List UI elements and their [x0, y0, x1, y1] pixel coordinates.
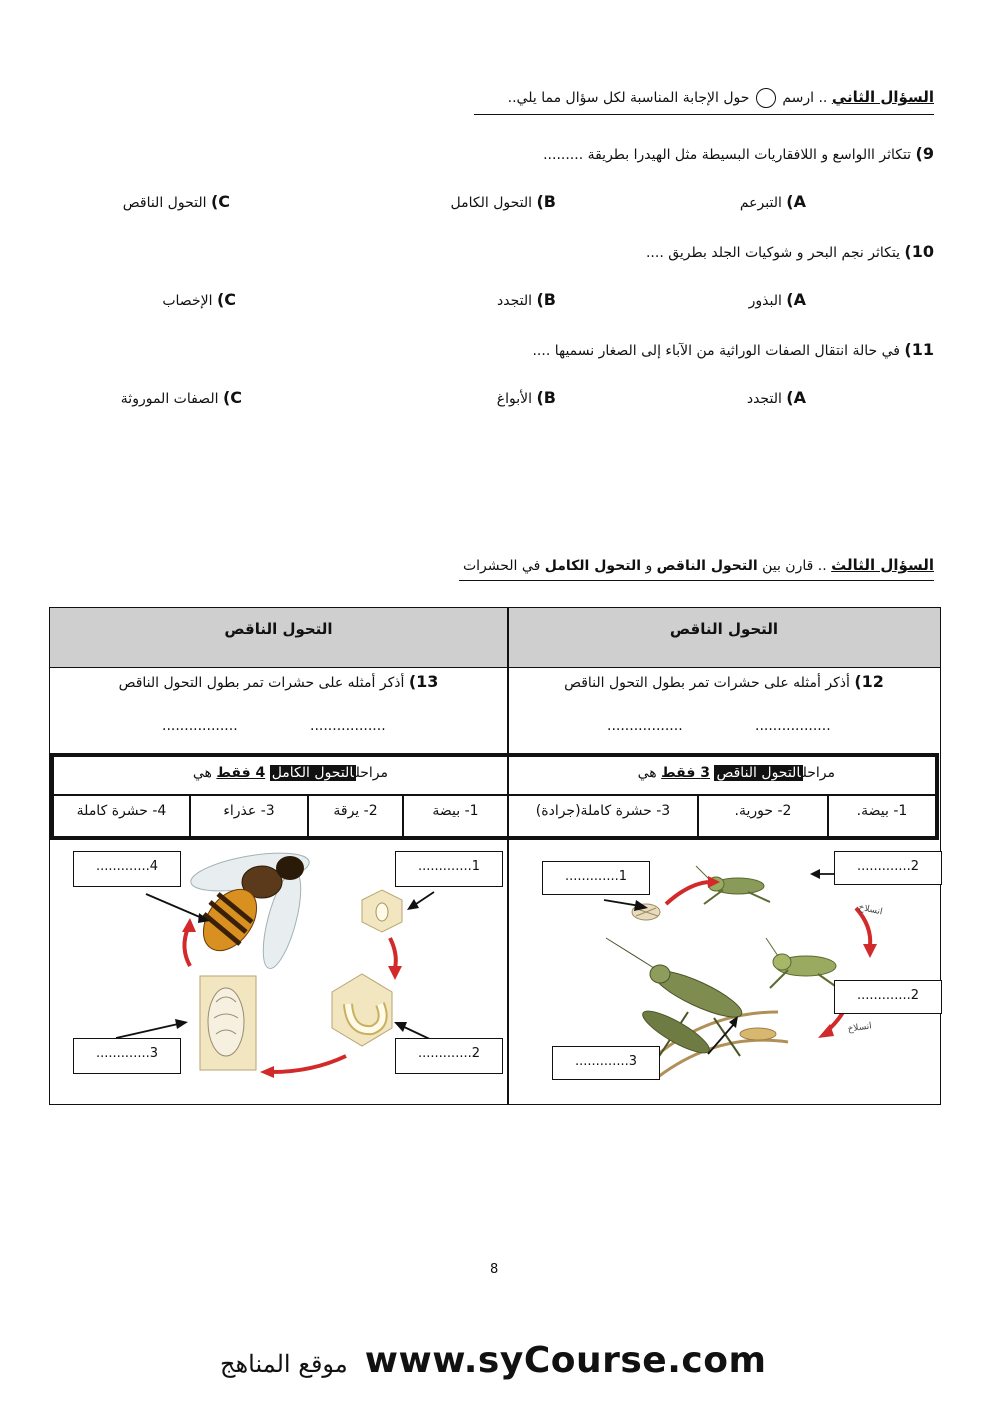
- option-text: الإخصاب: [162, 293, 213, 309]
- stages-divider: [507, 757, 509, 836]
- stage-cell: 3- عذراء: [223, 803, 275, 819]
- label-box-adult[interactable]: .............3: [552, 1046, 660, 1080]
- cycle-arrow: [390, 938, 396, 968]
- arrowhead-icon: [863, 944, 877, 958]
- option-text: الصفات الموروثة: [120, 391, 219, 407]
- option-letter: B): [536, 290, 556, 309]
- circle-icon: [756, 88, 776, 108]
- option-text: البذور: [748, 293, 782, 309]
- answer-blank[interactable]: .................: [310, 718, 386, 734]
- option-text: التجدد: [497, 293, 533, 309]
- option-11a[interactable]: [747, 388, 806, 407]
- question-number: 11): [904, 340, 934, 359]
- header-text: التحول الناقص: [224, 620, 333, 638]
- question-text: أذكر أمثله على حشرات تمر بطول التحول الناقص: [118, 675, 405, 691]
- option-letter: C): [210, 192, 230, 211]
- egg-cell-illustration: [362, 890, 402, 932]
- option-10a[interactable]: [749, 290, 806, 309]
- left-stages-title: [193, 765, 388, 781]
- option-letter: A): [786, 388, 806, 407]
- question-number: 13): [408, 672, 439, 691]
- question-text: يتكاثر نجم البحر و شوكيات الجلد بطريق ....: [645, 245, 900, 261]
- answer-blank[interactable]: .................: [755, 718, 831, 734]
- q3-instruction-a: .. قارن بين: [762, 558, 827, 574]
- stage-cell: 4- حشرة كاملة: [76, 803, 167, 819]
- q3-term-incomplete: التحول الناقص: [656, 558, 758, 574]
- pupa-cell-illustration: [200, 976, 256, 1070]
- stage-cell: 1- بيضة.: [856, 803, 908, 819]
- option-10b[interactable]: [497, 290, 556, 309]
- older-nymph-illustration: [766, 938, 838, 988]
- label-box-pupa[interactable]: .............3: [73, 1038, 181, 1074]
- stages-count: 3 فقط: [661, 765, 710, 781]
- molt-label: انسلاخ: [847, 1021, 873, 1035]
- question-number: 10): [904, 242, 934, 261]
- nymph-illustration: [696, 866, 770, 904]
- question-10: [374, 242, 934, 261]
- stages-term: التحول الناقص: [716, 765, 801, 781]
- arrowhead-icon: [388, 966, 402, 980]
- pointer-line: [604, 900, 640, 906]
- q3-instruction-b: في الحشرات: [462, 558, 541, 574]
- question-number: 9): [915, 144, 934, 163]
- q2-instruction-b: حول الإجابة المناسبة لكل سؤال مما يلي..: [507, 90, 750, 106]
- stages-count: 4 فقط: [216, 765, 266, 781]
- molt-label: انسلاخ: [857, 902, 884, 918]
- question-number: 12): [854, 672, 884, 691]
- page-number: 8: [490, 1262, 499, 1277]
- option-10c[interactable]: [162, 290, 236, 309]
- option-letter: C): [216, 290, 236, 309]
- label-box-nymph[interactable]: .............2: [834, 851, 942, 885]
- footer-arabic: موقع المناهج: [220, 1350, 348, 1378]
- stages-post: هي: [192, 765, 212, 781]
- option-text: التجدد: [746, 391, 782, 407]
- pointer-line: [116, 1024, 178, 1038]
- question-12: [508, 672, 940, 691]
- footer-site: www.syCourse.com: [364, 1340, 767, 1381]
- question-text: تتكاثر االواسع و اللافقاريات البسيطة مثل الهيدرا بطريقة .........: [543, 147, 912, 163]
- option-text: التحول الناقص: [122, 195, 207, 211]
- option-9a[interactable]: [740, 192, 806, 211]
- label-box-larva[interactable]: .............2: [395, 1038, 503, 1074]
- adult-bee-illustration: [188, 846, 312, 972]
- table-header-left: [50, 608, 507, 668]
- arrowhead-icon: [810, 869, 820, 879]
- label-box-nymph-2[interactable]: .............2: [834, 980, 942, 1014]
- arrowhead-icon: [407, 899, 419, 910]
- question-11: [374, 340, 934, 359]
- stage-cell: 2- يرقة: [333, 803, 378, 819]
- stage-cell: 2- حورية.: [734, 803, 792, 819]
- q3-title: السؤال الثالث: [831, 556, 934, 574]
- header-text: التحول الناقص: [669, 620, 779, 638]
- stage-cell: 1- بيضة: [432, 803, 479, 819]
- arrowhead-icon: [260, 1066, 274, 1078]
- q2-title: السؤال الثاني: [831, 88, 934, 106]
- arrowhead-icon: [175, 1019, 188, 1029]
- comparison-table: [49, 607, 941, 1105]
- option-text: التبرعم: [739, 195, 782, 211]
- stages-term: التحول الكامل: [271, 765, 354, 781]
- option-letter: C): [222, 388, 242, 407]
- footer-watermark: [220, 1340, 780, 1390]
- question-text: في حالة انتقال الصفات الوراثية من الآباء إلى الصغار نسميها ....: [532, 343, 900, 359]
- option-11b[interactable]: [497, 388, 556, 407]
- pointer-line: [416, 892, 434, 904]
- cycle-arrow: [666, 882, 708, 904]
- cycle-arrow: [184, 928, 190, 966]
- table-header-right: [508, 608, 940, 668]
- stages-row-line: [54, 794, 935, 796]
- stage-cell: 3- حشرة كاملة(جرادة): [535, 803, 671, 819]
- answer-blank[interactable]: .................: [607, 718, 683, 734]
- right-stages-title: [638, 765, 835, 781]
- option-letter: A): [786, 290, 806, 309]
- option-9b[interactable]: [451, 192, 557, 211]
- option-text: التحول الكامل: [450, 195, 533, 211]
- question-13: [50, 672, 507, 691]
- arrowhead-icon: [182, 918, 196, 932]
- option-letter: B): [536, 388, 556, 407]
- q3-header: [459, 556, 934, 581]
- q3-term-complete: التحول الكامل: [544, 558, 641, 574]
- stages-block: [50, 753, 939, 840]
- q3-and: و: [645, 558, 653, 574]
- stages-pre: مراحل: [355, 765, 388, 781]
- option-text: الأبواغ: [496, 391, 533, 407]
- option-letter: B): [536, 192, 556, 211]
- label-box-adult[interactable]: .............4: [73, 851, 181, 887]
- option-11c[interactable]: [121, 388, 242, 407]
- option-9c[interactable]: [123, 192, 230, 211]
- answer-blank[interactable]: .................: [162, 718, 238, 734]
- q2-header: [474, 88, 934, 115]
- stages-post: هي: [637, 765, 657, 781]
- option-letter: A): [786, 192, 806, 211]
- cycle-arrow: [272, 1056, 346, 1072]
- larva-cell-illustration: [332, 974, 392, 1046]
- q2-instruction-a: .. ارسم: [782, 90, 828, 106]
- pointer-line: [146, 894, 202, 918]
- stages-pre: مراحل: [802, 765, 835, 781]
- question-text: أذكر أمثله على حشرات تمر بطول التحول الناقص: [564, 675, 850, 691]
- label-box-egg[interactable]: .............1: [395, 851, 503, 887]
- label-box-egg[interactable]: .............1: [542, 861, 650, 895]
- question-9: [374, 144, 934, 163]
